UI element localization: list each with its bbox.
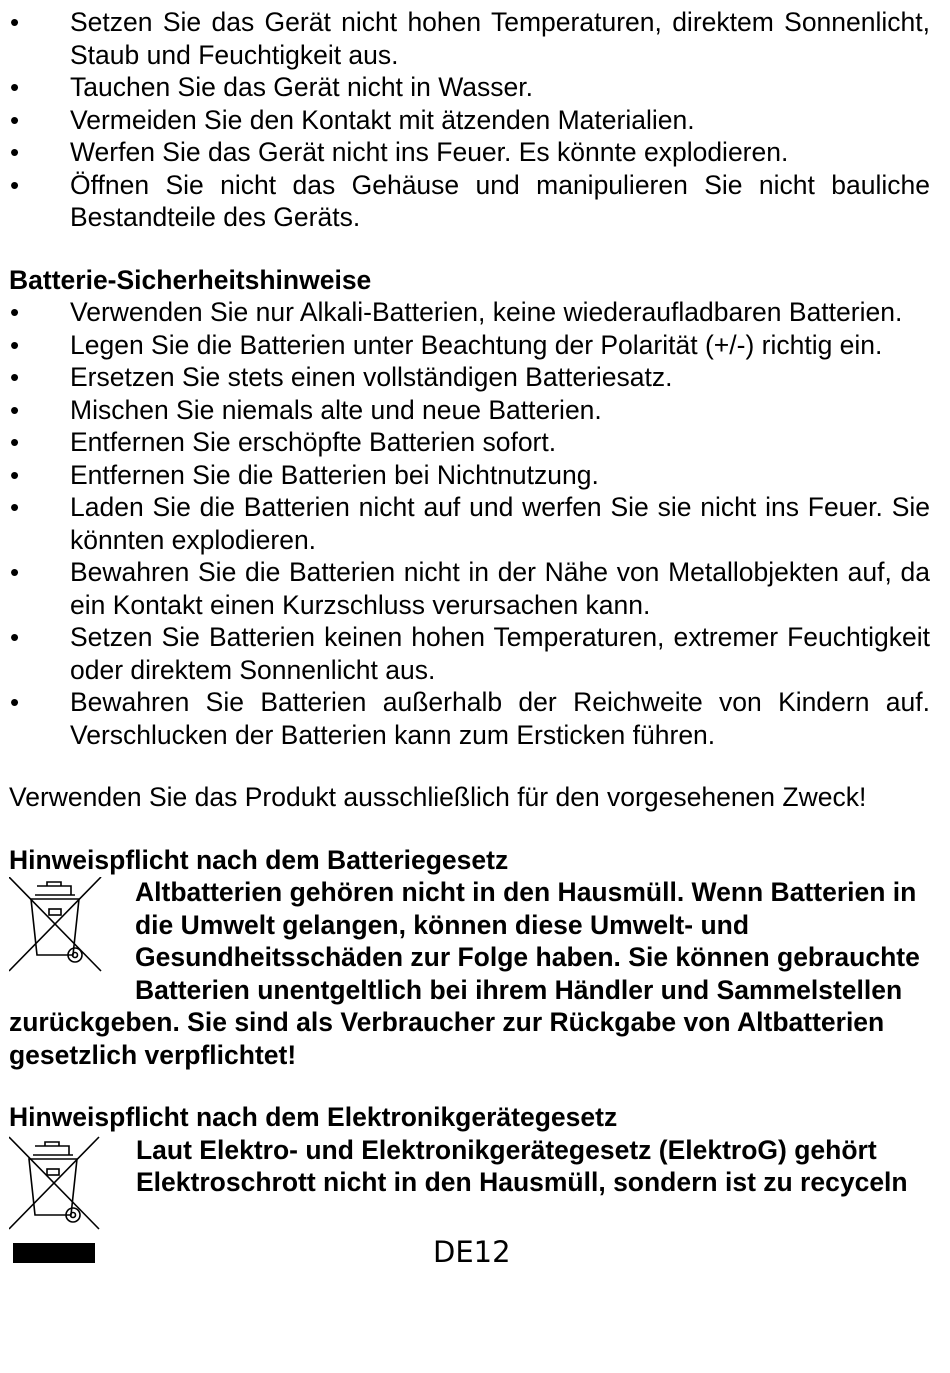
electro-law-notice — [9, 1134, 930, 1199]
electro-law-text: Laut Elektro- und Elektronikgerätegesetz (ElektroG) gehört Elektroschrott nicht in den Hausmüll, sondern ist zu recyceln — [136, 1134, 908, 1197]
crossed-out-wheelie-bin-with-bar-icon — [9, 1135, 132, 1285]
battery-law-heading: Hinweispflicht nach dem Batteriegesetz — [9, 844, 509, 875]
list-item: • Entfernen Sie die Batterien bei Nichtnutzung. — [9, 459, 930, 492]
list-item: • Werfen Sie das Gerät nicht ins Feuer. Es könnte explodieren. — [9, 136, 930, 169]
list-item: • Legen Sie die Batterien unter Beachtung der Polarität (+/-) richtig ein. — [9, 329, 930, 362]
list-item: • Vermeiden Sie den Kontakt mit ätzenden Materialien. — [9, 104, 930, 137]
crossed-out-wheelie-bin-icon — [9, 877, 131, 977]
battery-law-notice — [9, 876, 930, 1071]
list-item: • Setzen Sie das Gerät nicht hohen Temperaturen, direktem Sonnenlicht, Staub und Feuchtigkeit aus. — [9, 6, 930, 71]
electro-law-heading: Hinweispflicht nach dem Elektronikgerätegesetz — [9, 1102, 618, 1132]
list-item: • Ersetzen Sie stets einen vollständigen Batteriesatz. — [9, 361, 930, 394]
general-safety-list — [9, 6, 930, 234]
list-item: • Entfernen Sie erschöpfte Batterien sofort. — [9, 426, 930, 459]
list-item: • Setzen Sie Batterien keinen hohen Temperaturen, extremer Feuchtigkeit oder direktem Sonnenlicht aus. — [9, 621, 930, 686]
battery-safety-list — [9, 296, 930, 751]
manual-page — [9, 6, 930, 1285]
list-item: • Bewahren Sie Batterien außerhalb der Reichweite von Kindern auf. Verschlucken der Batterien kann zum Ersticken führen. — [9, 686, 930, 751]
list-item: • Mischen Sie niemals alte und neue Batterien. — [9, 394, 930, 427]
page-number: DE12 — [433, 1235, 511, 1269]
list-item: • Bewahren Sie die Batterien nicht in der Nähe von Metallobjekten auf, da ein Kontakt einen Kurzschluss verursachen kann. — [9, 556, 930, 621]
battery-safety-heading: Batterie-Sicherheitshinweise — [9, 264, 372, 295]
list-item: • Verwenden Sie nur Alkali-Batterien, keine wiederaufladbaren Batterien. — [9, 296, 930, 329]
list-item: • Tauchen Sie das Gerät nicht in Wasser. — [9, 71, 930, 104]
usage-note: Verwenden Sie das Produkt ausschließlich für den vorgesehenen Zweck! — [9, 782, 867, 812]
battery-law-text: Altbatterien gehören nicht in den Hausmüll. Wenn Batterien in die Umwelt gelangen, können diese Umwelt- und Gesundheitsschäden zur Folge haben. Sie können gebrauchte Batterien unentgeltlich bei ihrem Händler und Sammelstellen zurückgeben. Sie sind als Verbraucher zur Rückgabe von Altbatterien gesetzlich verpflichtet! — [9, 877, 920, 1070]
list-item: • Öffnen Sie nicht das Gehäuse und manipulieren Sie nicht bauliche Bestandteile des Geräts. — [9, 169, 930, 234]
list-item: • Laden Sie die Batterien nicht auf und werfen Sie sie nicht ins Feuer. Sie könnten explodieren. — [9, 491, 930, 556]
